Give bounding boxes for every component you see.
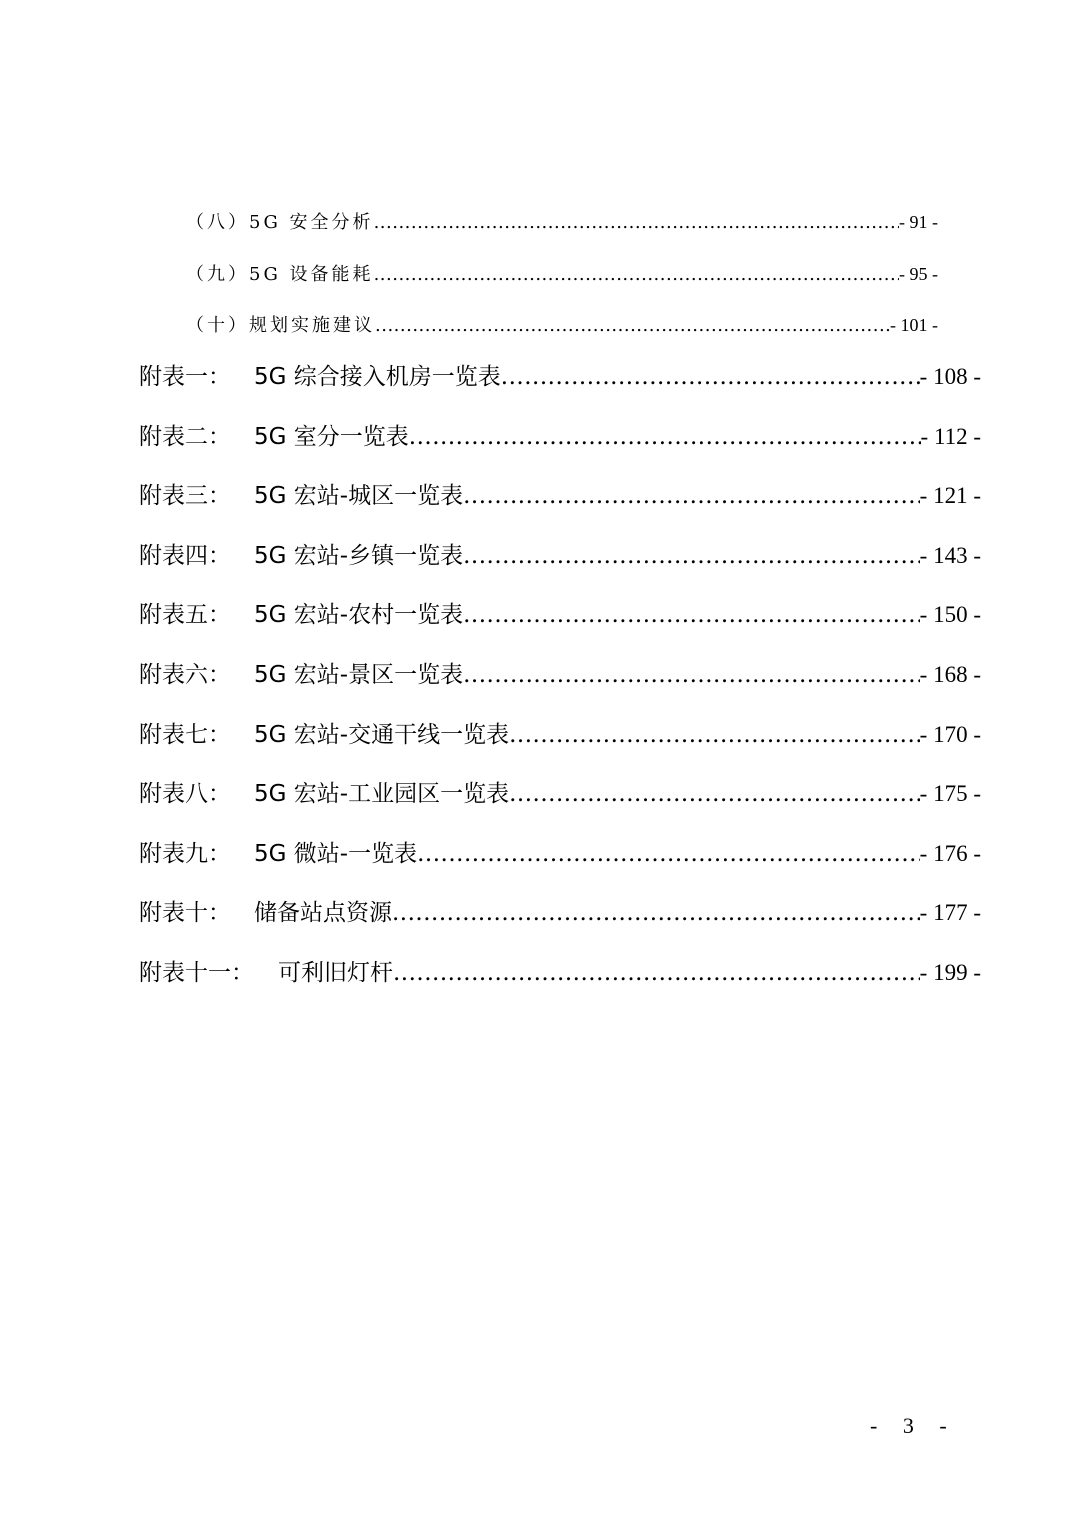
appendix-title: 储备站点资源 — [254, 900, 392, 926]
dot-leader — [374, 212, 899, 233]
toc-appendix-4[interactable] — [139, 537, 981, 570]
appendix-title: 5G 微站-一览表 — [254, 841, 418, 867]
toc-appendix-3[interactable] — [139, 477, 981, 510]
appendix-page: - 121 - — [919, 483, 981, 508]
toc-appendix-5[interactable] — [139, 596, 981, 629]
toc-entry-page: - 95 - — [899, 264, 938, 284]
appendix-title: 可利旧灯杆 — [278, 960, 393, 986]
dot-leader — [374, 264, 899, 285]
appendix-prefix: 附表五： — [139, 602, 231, 628]
appendix-title: 5G 宏站-交通干线一览表 — [254, 722, 510, 748]
appendix-prefix: 附表十： — [139, 900, 231, 926]
dot-leader — [417, 841, 920, 867]
appendix-title: 5G 室分一览表 — [254, 424, 409, 450]
appendix-page: - 175 - — [919, 781, 981, 806]
dot-leader — [393, 960, 920, 986]
appendix-page: - 143 - — [919, 543, 981, 568]
appendix-prefix: 附表九： — [139, 841, 231, 867]
appendix-prefix: 附表一： — [139, 364, 231, 390]
appendix-prefix: 附表七： — [139, 722, 231, 748]
appendix-page: - 170 - — [919, 722, 981, 747]
toc-entry-implementation[interactable] — [186, 311, 938, 337]
dot-leader — [409, 424, 921, 450]
appendix-prefix: 附表二： — [139, 424, 231, 450]
toc-entry-page: - 91 - — [899, 212, 938, 232]
toc-entry-page: - 101 - — [890, 315, 938, 335]
appendix-title: 5G 宏站-景区一览表 — [254, 662, 464, 688]
toc-appendix-11[interactable] — [139, 954, 981, 987]
appendix-prefix: 附表四： — [139, 543, 231, 569]
dot-leader — [463, 483, 920, 509]
appendix-page: - 108 - — [919, 364, 981, 389]
toc-appendix-7[interactable] — [139, 716, 981, 749]
toc-entry-power-consumption[interactable] — [186, 260, 938, 286]
footer-page-number: - 3 - — [870, 1413, 957, 1438]
appendix-page: - 177 - — [919, 900, 981, 925]
toc-entry-label: （八）5G 安全分析 — [186, 212, 374, 233]
toc-appendix-10[interactable] — [139, 894, 981, 927]
dot-leader — [509, 722, 920, 748]
appendix-page: - 150 - — [919, 602, 981, 627]
toc-appendix-6[interactable] — [139, 656, 981, 689]
toc-appendix-2[interactable] — [139, 418, 981, 451]
appendix-prefix: 附表十一： — [139, 960, 254, 986]
appendix-title: 5G 宏站-乡镇一览表 — [254, 543, 464, 569]
toc-entry-label: （十）规划实施建议 — [186, 315, 375, 336]
dot-leader — [509, 781, 920, 807]
dot-leader — [463, 662, 920, 688]
toc-appendix-1[interactable] — [139, 358, 981, 391]
appendix-page: - 112 - — [920, 424, 981, 449]
dot-leader — [463, 543, 920, 569]
toc-entry-label: （九）5G 设备能耗 — [186, 264, 374, 285]
toc-appendix-9[interactable] — [139, 835, 981, 868]
appendix-prefix: 附表六： — [139, 662, 231, 688]
appendix-title: 5G 宏站-工业园区一览表 — [254, 781, 510, 807]
appendix-prefix: 附表八： — [139, 781, 231, 807]
appendix-page: - 176 - — [919, 841, 981, 866]
appendix-prefix: 附表三： — [139, 483, 231, 509]
appendix-page: - 168 - — [919, 662, 981, 687]
toc-appendix-8[interactable] — [139, 775, 981, 808]
appendix-page: - 199 - — [919, 960, 981, 985]
dot-leader — [501, 364, 920, 390]
dot-leader — [463, 602, 920, 628]
appendix-title: 5G 宏站-城区一览表 — [254, 483, 464, 509]
toc-entry-security-analysis[interactable] — [186, 208, 938, 234]
dot-leader — [392, 900, 920, 926]
appendix-title: 5G 宏站-农村一览表 — [254, 602, 464, 628]
appendix-title: 5G 综合接入机房一览表 — [254, 364, 501, 390]
dot-leader — [375, 315, 890, 336]
